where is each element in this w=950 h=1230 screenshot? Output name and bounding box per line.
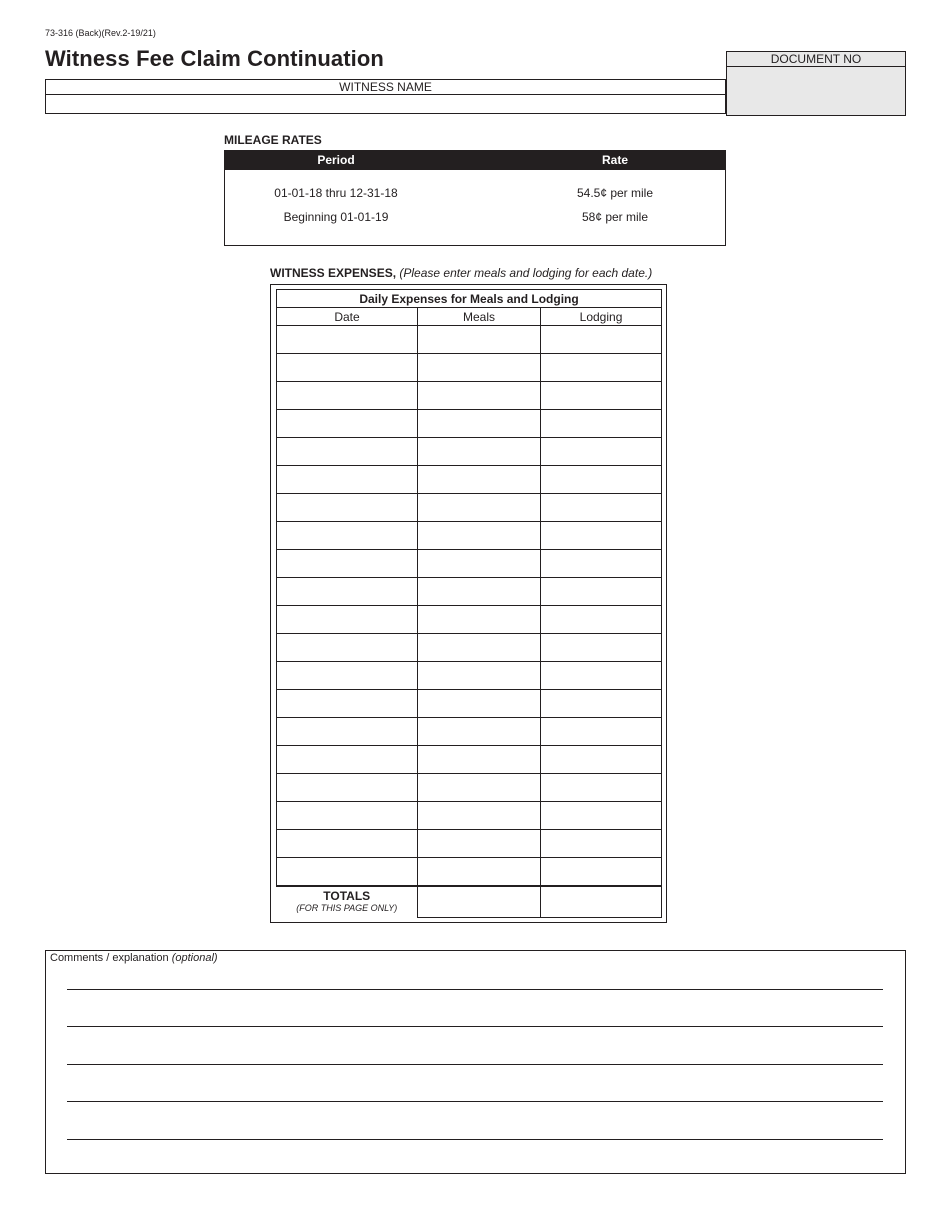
lodging-input[interactable] <box>541 634 661 661</box>
rate-column-header: Rate <box>601 153 628 167</box>
date-cell <box>277 606 418 634</box>
date-input[interactable] <box>277 466 417 493</box>
table-row <box>277 858 662 887</box>
lodging-input[interactable] <box>541 690 661 717</box>
lodging-cell <box>541 718 662 746</box>
date-input[interactable] <box>277 410 417 437</box>
meals-input[interactable] <box>418 494 540 521</box>
date-cell <box>277 662 418 690</box>
form-number: 73-316 (Back)(Rev.2-19/21) <box>45 28 156 38</box>
date-cell <box>277 410 418 438</box>
lodging-cell <box>541 438 662 466</box>
date-input[interactable] <box>277 746 417 773</box>
table-row <box>277 522 662 550</box>
lodging-cell <box>541 690 662 718</box>
lodging-total-input[interactable] <box>541 887 661 917</box>
table-row <box>277 746 662 774</box>
totals-label: TOTALS <box>323 889 371 904</box>
table-row <box>277 662 662 690</box>
meals-cell <box>418 494 541 522</box>
totals-label-cell <box>277 886 418 918</box>
date-cell <box>277 578 418 606</box>
lodging-input[interactable] <box>541 858 661 885</box>
meals-input[interactable] <box>418 466 540 493</box>
lodging-input[interactable] <box>541 662 661 689</box>
date-cell <box>277 634 418 662</box>
meals-cell <box>418 718 541 746</box>
date-input[interactable] <box>277 634 417 661</box>
lodging-cell <box>541 578 662 606</box>
meals-input[interactable] <box>418 522 540 549</box>
meals-total-input[interactable] <box>418 887 540 917</box>
lodging-input[interactable] <box>541 438 661 465</box>
comment-line <box>67 996 883 1027</box>
comments-optional-note: (optional) <box>171 952 218 964</box>
lodging-input[interactable] <box>541 410 661 437</box>
lodging-cell <box>541 550 662 578</box>
meals-cell <box>418 830 541 858</box>
date-input[interactable] <box>277 326 417 353</box>
meals-cell <box>418 438 541 466</box>
meals-input[interactable] <box>418 690 540 717</box>
date-cell <box>277 690 418 718</box>
date-input[interactable] <box>277 354 417 381</box>
lodging-input[interactable] <box>541 550 661 577</box>
meals-cell <box>418 774 541 802</box>
mileage-rates-heading: MILEAGE RATES <box>224 133 322 147</box>
table-row <box>277 830 662 858</box>
totals-sublabel: (FOR THIS PAGE ONLY) <box>296 903 398 914</box>
date-cell <box>277 550 418 578</box>
lodging-cell <box>541 746 662 774</box>
lodging-input[interactable] <box>541 718 661 745</box>
comment-input[interactable] <box>67 1034 887 1064</box>
meals-input[interactable] <box>418 858 540 885</box>
period-value: Beginning 01-01-19 <box>283 210 389 224</box>
date-cell <box>277 774 418 802</box>
lodging-cell <box>541 606 662 634</box>
date-cell <box>277 802 418 830</box>
witness-expenses-heading <box>270 266 652 280</box>
lodging-cell <box>541 326 662 354</box>
lodging-total-cell <box>541 886 662 918</box>
lodging-cell <box>541 494 662 522</box>
meals-cell <box>418 690 541 718</box>
date-input[interactable] <box>277 802 417 829</box>
witness-name-input[interactable] <box>46 95 725 113</box>
meals-cell <box>418 326 541 354</box>
date-input[interactable] <box>277 550 417 577</box>
lodging-cell <box>541 634 662 662</box>
document-no-label: DOCUMENT NO <box>727 52 905 67</box>
meals-cell <box>418 522 541 550</box>
meals-input[interactable] <box>418 746 540 773</box>
lodging-cell <box>541 662 662 690</box>
lodging-cell <box>541 830 662 858</box>
meals-input[interactable] <box>418 410 540 437</box>
meals-cell <box>418 746 541 774</box>
comment-input[interactable] <box>67 959 887 989</box>
lodging-input[interactable] <box>541 326 661 353</box>
page-title: Witness Fee Claim Continuation <box>45 46 384 71</box>
meals-input[interactable] <box>418 774 540 801</box>
date-cell <box>277 326 418 354</box>
document-no-input[interactable] <box>727 67 905 115</box>
mileage-row <box>225 210 725 226</box>
lodging-input[interactable] <box>541 466 661 493</box>
meals-input[interactable] <box>418 718 540 745</box>
meals-cell <box>418 662 541 690</box>
table-row <box>277 382 662 410</box>
lodging-cell <box>541 354 662 382</box>
comment-input[interactable] <box>67 996 887 1026</box>
date-cell <box>277 746 418 774</box>
daily-expenses-table <box>276 289 662 918</box>
meals-cell <box>418 578 541 606</box>
date-input[interactable] <box>277 382 417 409</box>
lodging-cell <box>541 858 662 887</box>
meals-cell <box>418 354 541 382</box>
date-input[interactable] <box>277 494 417 521</box>
date-input[interactable] <box>277 662 417 689</box>
witness-expenses-title: WITNESS EXPENSES, <box>270 266 397 280</box>
table-row <box>277 326 662 354</box>
table-row <box>277 578 662 606</box>
lodging-column-header: Lodging <box>541 308 662 326</box>
lodging-cell <box>541 522 662 550</box>
meals-input[interactable] <box>418 438 540 465</box>
rate-value: 54.5¢ per mile <box>576 186 654 200</box>
expenses-table-frame <box>270 284 667 923</box>
date-input[interactable] <box>277 830 417 857</box>
mileage-header-row <box>225 151 725 170</box>
document-no-box <box>726 51 906 116</box>
date-cell <box>277 438 418 466</box>
period-column-header: Period <box>317 153 355 167</box>
mileage-rates-table <box>224 150 726 246</box>
table-row <box>277 690 662 718</box>
table-row <box>277 466 662 494</box>
date-input[interactable] <box>277 774 417 801</box>
comment-line <box>67 959 883 990</box>
meals-input[interactable] <box>418 550 540 577</box>
meals-cell <box>418 858 541 887</box>
table-row <box>277 634 662 662</box>
date-cell <box>277 354 418 382</box>
table-row <box>277 494 662 522</box>
date-cell <box>277 466 418 494</box>
table-row <box>277 410 662 438</box>
lodging-input[interactable] <box>541 354 661 381</box>
comment-input[interactable] <box>67 1109 887 1139</box>
meals-input[interactable] <box>418 830 540 857</box>
lodging-input[interactable] <box>541 382 661 409</box>
table-row <box>277 438 662 466</box>
comment-line <box>67 1034 883 1065</box>
comment-input[interactable] <box>67 1071 887 1101</box>
lodging-cell <box>541 466 662 494</box>
lodging-input[interactable] <box>541 774 661 801</box>
date-cell <box>277 830 418 858</box>
witness-name-label: WITNESS NAME <box>46 80 725 95</box>
period-value: 01-01-18 thru 12-31-18 <box>274 186 398 200</box>
lodging-input[interactable] <box>541 606 661 633</box>
meals-total-cell <box>418 886 541 918</box>
meals-input[interactable] <box>418 634 540 661</box>
date-input[interactable] <box>277 690 417 717</box>
witness-expenses-instruction: (Please enter meals and lodging for each date.) <box>399 266 653 280</box>
comment-line <box>67 1071 883 1102</box>
meals-cell <box>418 466 541 494</box>
date-input[interactable] <box>277 606 417 633</box>
rate-value: 58¢ per mile <box>581 210 649 224</box>
table-row <box>277 354 662 382</box>
lodging-cell <box>541 802 662 830</box>
date-cell <box>277 718 418 746</box>
meals-input[interactable] <box>418 382 540 409</box>
comments-box <box>45 950 906 1174</box>
meals-cell <box>418 634 541 662</box>
lodging-input[interactable] <box>541 802 661 829</box>
table-row <box>277 718 662 746</box>
lodging-cell <box>541 774 662 802</box>
meals-column-header: Meals <box>418 308 541 326</box>
table-caption: Daily Expenses for Meals and Lodging <box>277 290 662 308</box>
meals-cell <box>418 802 541 830</box>
meals-input[interactable] <box>418 606 540 633</box>
comments-label-text: Comments / explanation <box>50 952 169 964</box>
table-row <box>277 774 662 802</box>
meals-cell <box>418 550 541 578</box>
meals-input[interactable] <box>418 662 540 689</box>
date-cell <box>277 522 418 550</box>
meals-input[interactable] <box>418 802 540 829</box>
table-row <box>277 550 662 578</box>
date-input[interactable] <box>277 438 417 465</box>
meals-cell <box>418 382 541 410</box>
lodging-input[interactable] <box>541 522 661 549</box>
date-cell <box>277 858 418 887</box>
lodging-input[interactable] <box>541 830 661 857</box>
date-cell <box>277 494 418 522</box>
comment-line <box>67 1109 883 1140</box>
table-row <box>277 802 662 830</box>
date-input[interactable] <box>277 578 417 605</box>
lodging-cell <box>541 382 662 410</box>
mileage-row <box>225 186 725 202</box>
table-row <box>277 606 662 634</box>
date-input[interactable] <box>277 858 417 885</box>
meals-cell <box>418 410 541 438</box>
date-input[interactable] <box>277 718 417 745</box>
witness-name-box <box>45 79 726 114</box>
meals-input[interactable] <box>418 578 540 605</box>
meals-cell <box>418 606 541 634</box>
date-input[interactable] <box>277 522 417 549</box>
meals-input[interactable] <box>418 354 540 381</box>
meals-input[interactable] <box>418 326 540 353</box>
lodging-input[interactable] <box>541 746 661 773</box>
date-cell <box>277 382 418 410</box>
lodging-input[interactable] <box>541 494 661 521</box>
lodging-cell <box>541 410 662 438</box>
lodging-input[interactable] <box>541 578 661 605</box>
date-column-header: Date <box>277 308 418 326</box>
